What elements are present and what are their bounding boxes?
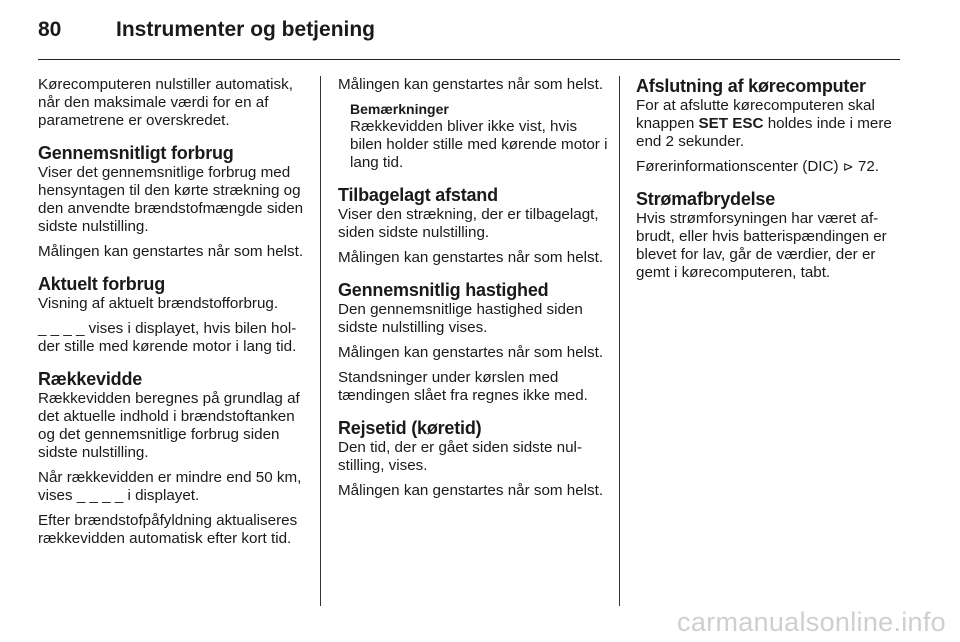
paragraph (636, 158, 904, 176)
intro-paragraph: Kørecomputeren nulstiller automatisk, når den maksimale værdi for en af parametrene er overskredet. (38, 76, 293, 129)
text: holdes inde i mere end 2 sekunder. (636, 115, 892, 150)
paragraph: Visning af aktuelt brændstofforbrug. (38, 295, 279, 312)
paragraph: Viser det gennemsnitlige forbrug med hensyntagen til den kørte strækning og den anvendte brændstofmængde siden sidste nulstilling. (38, 164, 304, 235)
paragraph: Den gennemsnitlige hastighed siden sidste nulstilling vises. (338, 301, 583, 336)
note-heading: Bemærkninger (350, 101, 449, 117)
section-heading: Rejsetid (køretid) (338, 418, 482, 438)
section-heading: Tilbagelagt afstand (338, 185, 498, 205)
section-heading: Aktuelt forbrug (38, 274, 165, 294)
paragraph: Hvis strømforsyningen har været afbrudt, eller hvis batterispændingen er blevet for lav, går de værdier, der er gemt i kørecomputeren, tabt. (636, 210, 887, 281)
paragraph: Efter brændstofpåfyldning aktualiseres rækkevidden automatisk efter kort tid. (38, 512, 298, 547)
paragraph: Rækkevidden beregnes på grundlag af det aktuelle indhold i brændstoftanken og det gennemsnitlige forbrug siden sidste nulstilling. (38, 390, 300, 461)
paragraph: Målingen kan genstartes når som helst. (338, 249, 604, 266)
text: For at afslutte kørecomputeren skal knappen (636, 97, 875, 132)
section-heading: Gennemsnitlig hastighed (338, 280, 549, 300)
button-reference: SET ESC (698, 115, 764, 132)
note-text: Rækkevidden bliver ikke vist, hvis bilen holder stille med kørende motor i lang tid. (350, 118, 608, 171)
page-header (38, 18, 375, 48)
paragraph: Målingen kan genstartes når som helst. (38, 243, 304, 260)
paragraph: Målingen kan genstartes når som helst. (338, 76, 604, 93)
section-heading: Rækkevidde (38, 369, 143, 389)
paragraph: Standsninger under kørslen med tændingen slået fra regnes ikke med. (338, 369, 588, 404)
section-heading: Strømafbrydelse (636, 189, 776, 209)
page-title: Instrumenter og betjening (116, 18, 376, 41)
paragraph: Den tid, der er gået siden sidste nulstilling, vises. (338, 439, 582, 474)
header-rule (38, 59, 900, 60)
paragraph (636, 97, 904, 151)
paragraph: Når rækkevidden er mindre end 50 km, vises _ _ _ _ i displayet. (38, 469, 302, 504)
section-heading: Afslutning af kørecomputer (636, 76, 866, 96)
paragraph: _ _ _ _ vises i displayet, hvis bilen holder stille med kørende motor i lang tid. (38, 320, 297, 355)
paragraph: Viser den strækning, der er tilbagelagt, siden sidste nulstilling. (338, 206, 599, 241)
text: Førerinformationscenter (DIC) (636, 158, 843, 175)
page-reference-icon: ⊳ (842, 159, 854, 174)
column-3 (636, 76, 904, 289)
paragraph: Målingen kan genstartes når som helst. (338, 482, 604, 499)
column-1 (38, 76, 308, 555)
section-heading: Gennemsnitligt forbrug (38, 143, 234, 163)
column-2 (338, 76, 608, 507)
column-divider (619, 76, 620, 606)
page-reference: 72. (853, 158, 880, 175)
paragraph: Målingen kan genstartes når som helst. (338, 344, 604, 361)
watermark: carmanualsonline.info (677, 607, 946, 637)
page-number: 80 (38, 18, 62, 41)
column-divider (320, 76, 321, 606)
